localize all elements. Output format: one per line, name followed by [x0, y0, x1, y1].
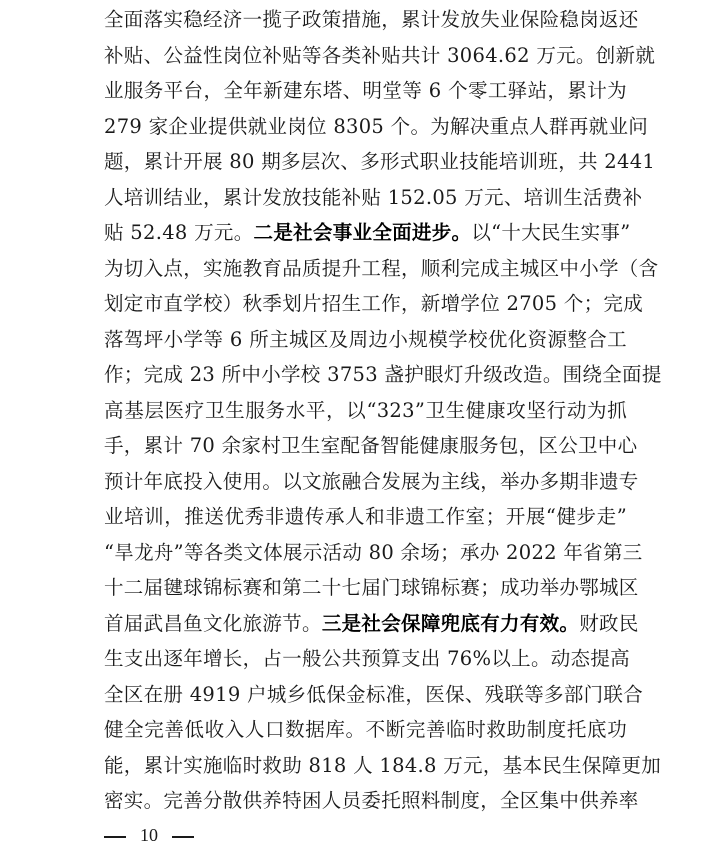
text-run: 业培训，推送优秀非遗传承人和非遗工作室；开展“健步走”	[104, 505, 627, 528]
bold-heading-phrase: 二是社会事业全面进步。	[253, 221, 472, 244]
text-line	[104, 2, 639, 38]
text-run: 划定市直学校）秋季划片招生工作，新增学位 2705 个；完成	[104, 292, 644, 315]
text-line	[104, 783, 639, 819]
text-line	[104, 286, 644, 322]
text-run: 279 家企业提供就业岗位 8305 个。为解决重点人群再就业问	[104, 114, 649, 138]
text-run: 作；完成 23 所中小学校 3753 盏护眼灯升级改造。围绕全面提	[104, 363, 662, 386]
text-line	[104, 464, 639, 500]
text-line	[104, 570, 639, 606]
page-number: 10	[140, 825, 158, 845]
text-run: 健全完善低收入人口数据库。不断完善临时救助制度托底功	[104, 718, 627, 741]
footer-dash-left	[104, 836, 126, 838]
text-line	[104, 144, 656, 180]
text-run: 生支出逐年增长，占一般公共预算支出 76%以上。动态提高	[104, 647, 630, 670]
text-line	[104, 606, 639, 642]
text-run: 预计年底投入使用。以文旅融合发展为主线，举办多期非遗专	[104, 469, 639, 493]
text-run: 落驾坪小学等 6 所主城区及周边小规模学校优化资源整合工	[104, 327, 627, 351]
text-line	[104, 535, 643, 571]
text-run: 人培训结业，累计发放技能补贴 152.05 万元、培训生活费补	[104, 185, 643, 209]
bold-heading-phrase: 三是社会保障兜底有力有效。	[321, 611, 580, 635]
text-line	[104, 180, 643, 216]
text-run: 贴 52.48 万元。	[104, 221, 254, 244]
text-run: 补贴、公益性岗位补贴等各类补贴共计 3064.62 万元。创新就	[104, 43, 656, 67]
text-line	[104, 748, 662, 784]
page-footer	[104, 823, 194, 847]
text-line	[104, 322, 627, 358]
text-run: 业服务平台，全年新建东塔、明堂等 6 个零工驿站，累计为	[104, 79, 627, 102]
text-line	[104, 712, 627, 748]
text-line	[104, 357, 662, 393]
text-line	[104, 109, 649, 145]
text-run: 为切入点，实施教育品质提升工程，顺利完成主城区中小学（含	[104, 256, 659, 280]
text-line	[104, 38, 656, 74]
text-run: 十二届毽球锦标赛和第二十七届门球锦标赛；成功举办鄂城区	[104, 576, 639, 599]
text-run: 手，累计 70 余家村卫生室配备智能健康服务包，区公卫中心	[104, 434, 638, 457]
text-run: 以“十大民生实事”	[471, 221, 631, 244]
text-run: 全面落实稳经济一揽子政策措施，累计发放失业保险稳岗返还	[104, 8, 639, 31]
text-line	[104, 251, 659, 287]
text-line	[104, 215, 631, 251]
footer-dash-right	[172, 836, 194, 838]
text-run: “旱龙舟”等各类文体展示活动 80 余场；承办 2022 年省第三	[104, 540, 643, 564]
text-run: 首届武昌鱼文化旅游节。	[104, 611, 322, 635]
text-line	[104, 677, 644, 713]
text-line	[104, 499, 627, 535]
text-run: 全区在册 4919 户城乡低保金标准，医保、残联等多部门联合	[104, 682, 644, 706]
text-line	[104, 73, 627, 109]
text-line	[104, 393, 627, 429]
text-run: 密实。完善分散供养特困人员委托照料制度，全区集中供养率	[104, 789, 639, 812]
text-run: 高基层医疗卫生服务水平，以“323”卫生健康攻坚行动为抓	[104, 398, 627, 422]
text-line	[104, 428, 638, 464]
text-run: 题，累计开展 80 期多层次、多形式职业技能培训班，共 2441	[104, 150, 656, 173]
text-line	[104, 641, 630, 677]
text-run: 能，累计实施临时救助 818 人 184.8 万元，基本民生保障更加	[104, 753, 662, 777]
text-run: 财政民	[579, 611, 639, 635]
body-text	[104, 2, 662, 819]
